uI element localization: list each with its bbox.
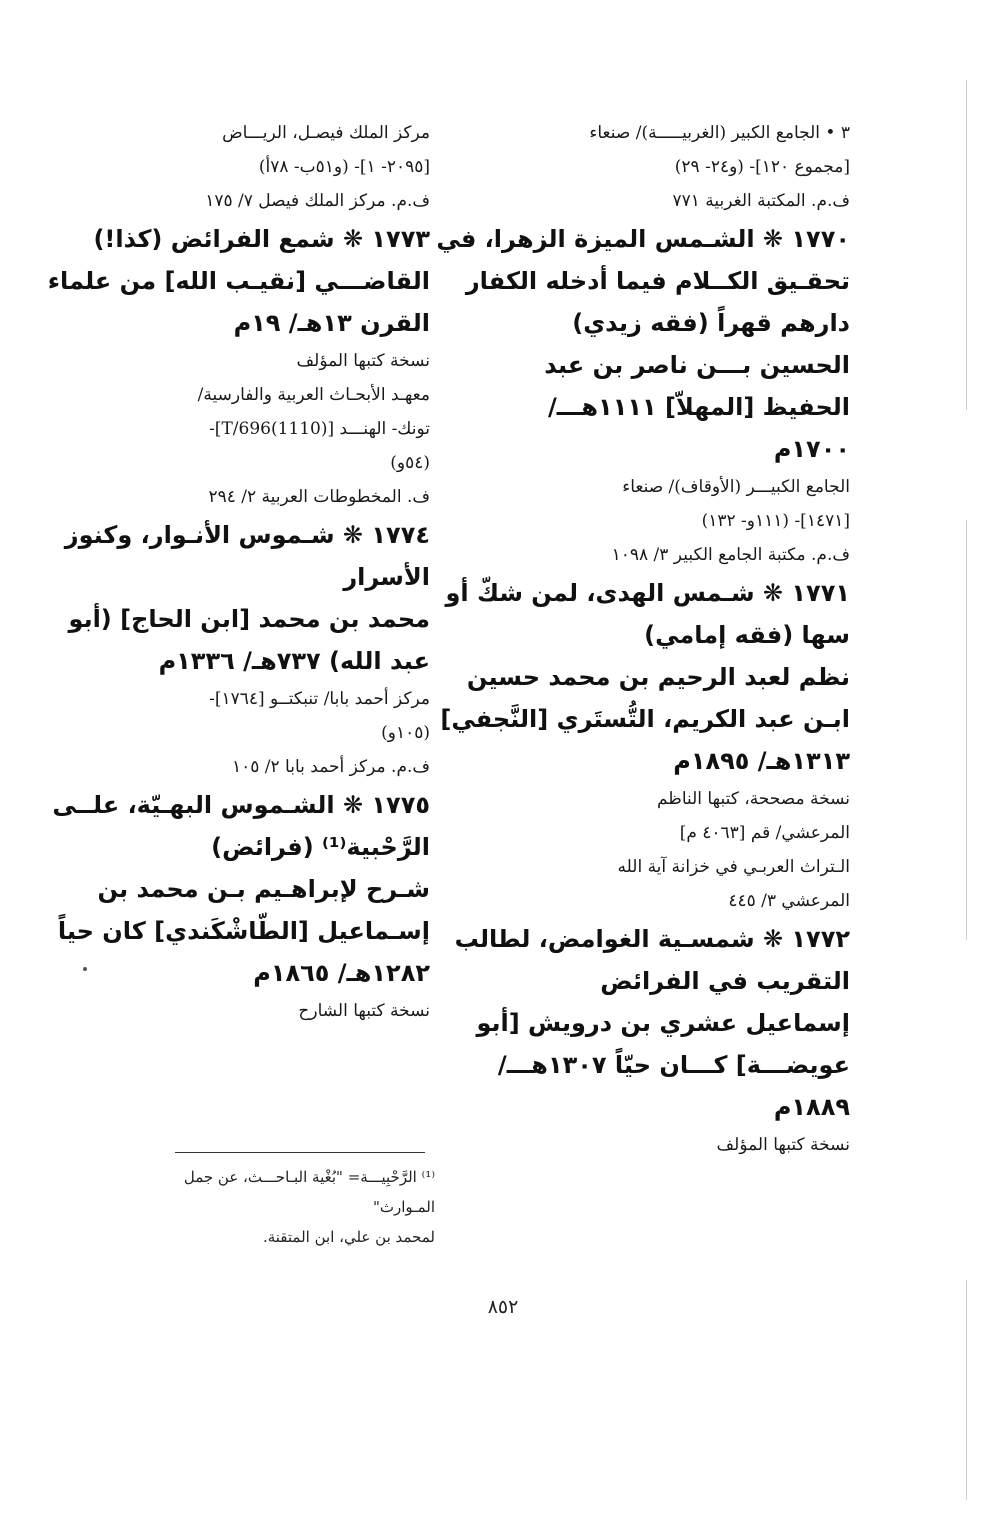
entry-source-line: ٣ • الجامع الكبير (الغربيـــــة)/ صنعاء [589, 123, 850, 143]
entry-author-line: القاضـــي [نقيـب الله] من علماء [47, 267, 430, 295]
entry-source-line: [مجموع ١٢٠]- (و٢٤- ٢٩) [674, 157, 850, 177]
entry-author-line: إسـماعيل [الطّاشْكَندي] كان حياً [57, 917, 430, 945]
entry-title-line: ١٧٧٥ ❋ الشـموس البهـيّة، علــى [52, 791, 430, 819]
entry-source-line: ف.م. مكتبة الجامع الكبير ٣/ ١٠٩٨ [611, 545, 850, 565]
entry-title-line: ١٧٧٣ ❋ شمع الفرائض (كذا!) [93, 225, 430, 253]
entry-source-line: ف.م. مركز أحمد بابا ٢/ ١٠٥ [231, 757, 430, 777]
entry-author-line: عبد الله) ٧٣٧هـ/ ١٣٣٦م [158, 647, 430, 675]
entry-author-line: ابـن عبد الكريم، التُّستَري [النَّجفي] [440, 705, 850, 733]
entry-title-line: تحقـيق الكــلام فيما أدخله الكفار [465, 267, 850, 295]
entry-source-line: مركز الملك فيصـل، الريـــاض [222, 123, 430, 143]
entry-title-line: ١٧٧١ ❋ شـمس الهدى، لمن شكّ أو [445, 579, 850, 607]
entry-source-line: [١٤٧١]- (١١١و- ١٣٢) [701, 511, 850, 531]
footnote-line: ⁽¹⁾ الرَّحْبِيـــة= "بُغْية البـاحـــث، عن جمل المـوارث" [183, 1168, 435, 1216]
entry-author-line: ١٣١٣هـ/ ١٨٩٥م [673, 747, 850, 775]
right-column [436, 116, 850, 1162]
entry-author-line: شـرح لإبراهـيم بـن محمد بن [97, 875, 430, 903]
scan-speck [83, 967, 87, 971]
entry-author-line: الحسين بـــن ناصر بن عبد [544, 351, 850, 379]
footnote-line: لمحمد بن علي، ابن المتقنة. [262, 1228, 435, 1246]
entry-author-line: ١٧٠٠م [773, 435, 850, 463]
entry-source-line: الـتراث العربـي في خزانة آية الله [617, 857, 850, 877]
entry-source-line: نسخة كتبها المؤلف [716, 1135, 850, 1155]
entry-author-line: محمد بن محمد [ابن الحاج] (أبو [68, 605, 430, 633]
entry-title-line: الرَّحْبية⁽¹⁾ (فرائض) [211, 833, 430, 861]
entry-author-line: ١٢٨٢هـ/ ١٨٦٥م [253, 959, 430, 987]
entry-author-line: ١٨٨٩م [773, 1093, 850, 1121]
entry-source-line: الجامع الكبيـــر (الأوقاف)/ صنعاء [622, 477, 850, 497]
entry-source-line: ف. المخطوطات العربية ٢/ ٢٩٤ [208, 487, 430, 507]
entry-source-line: نسخة مصححة، كتبها الناظم [656, 789, 850, 809]
entry-title-line: سها (فقه إمامي) [644, 621, 850, 649]
left-column [47, 116, 430, 1028]
page-number: ٨٥٢ [487, 1296, 519, 1318]
entry-title-line: ١٧٧٤ ❋ شـموس الأنـوار، وكنوز [64, 521, 430, 549]
entry-source-line: معهـد الأبحـاث العربية والفارسية/ [197, 385, 430, 405]
entry-author-line: الحفيظ [المهلاّ] ١١١١هـــ/ [548, 393, 850, 421]
entry-title-line: الأسرار [343, 563, 430, 591]
entry-source-line: [٢٠٩٥- ١]- (و٥١ب- ٧٨أ) [258, 157, 430, 177]
entry-author-line: نظم لعبد الرحيم بن محمد حسين [466, 663, 850, 691]
entry-source-line: ف.م. مركز الملك فيصل ٧/ ١٧٥ [205, 191, 430, 211]
entry-title-line: التقريب في الفرائض [600, 967, 850, 995]
footnote [150, 1162, 435, 1252]
entry-title-line: ١٧٧٠ ❋ الشـمس الميزة الزهرا، في [436, 225, 850, 253]
entry-author-line: القرن ١٣هـ/ ١٩م [233, 309, 430, 337]
entry-source-line: (١٠٥و) [381, 723, 430, 743]
entry-source-line: تونك- الهنـــد [(1110)T/696]- [209, 419, 430, 439]
entry-source-line: المرعشي/ قم [٤٠٦٣ م] [679, 823, 850, 843]
footnote-divider [175, 1152, 425, 1153]
entry-source-line: ف.م. المكتبة الغربية ٧٧١ [672, 191, 850, 211]
entry-title-line: ١٧٧٢ ❋ شمسـية الغوامض، لطالب [454, 925, 850, 953]
entry-source-line: المرعشي ٣/ ٤٤٥ [728, 891, 850, 911]
entry-title-line: دارهم قهراً (فقه زيدي) [572, 309, 850, 337]
entry-author-line: عويضـــة] كـــان حيّاً ١٣٠٧هـــ/ [497, 1051, 850, 1079]
scan-edge-line [966, 520, 967, 940]
entry-source-line: نسخة كتبها المؤلف [296, 351, 430, 371]
entry-source-line: نسخة كتبها الشارح [298, 1001, 430, 1021]
scan-edge-line [966, 80, 967, 410]
entry-author-line: إسماعيل عشري بن درويش [أبو [476, 1009, 850, 1037]
entry-source-line: (٥٤و) [390, 453, 430, 473]
entry-source-line: مركز أحمد بابا/ تنبكتــو [١٧٦٤]- [209, 689, 430, 709]
